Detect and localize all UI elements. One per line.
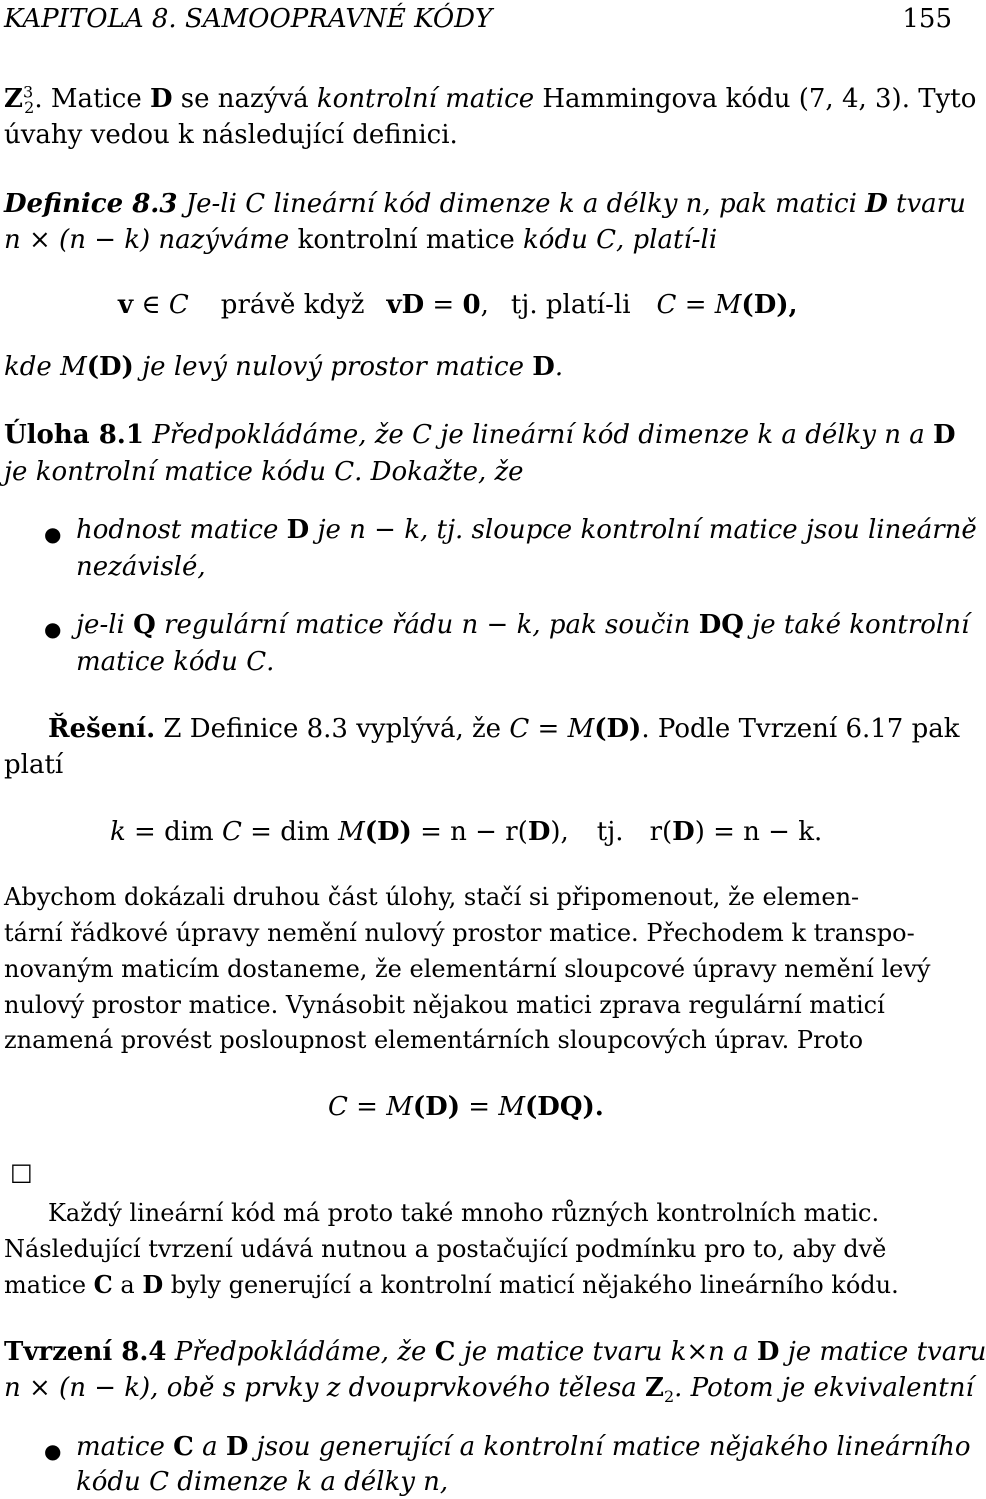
definition-8-3-line-4: kde M(D) je levý nulový prostor matice D. bbox=[4, 352, 564, 382]
solution-paragraph-line-4: nulový prostor matice. Vynásobit nějakou matici zprava regulární maticí bbox=[4, 991, 885, 1019]
chapter-title: KAPITOLA 8. SAMOOPRAVNÉ KÓDY bbox=[4, 4, 493, 34]
solution-paragraph-line-3: novaným maticím dostaneme, že elementární sloupcové úpravy nemění levý bbox=[4, 955, 931, 983]
running-header bbox=[4, 2, 952, 36]
proposition-8-4-line-2: n × (n − k), obě s prvky z dvouprvkového tělesa $Z_2$. Potom je ekvivalentní bbox=[4, 1373, 974, 1407]
solution-label: Řešení. bbox=[48, 714, 156, 744]
intro-line-1: $Z^3_2$. Matice D se nazývá kontrolní matice Hammingova kódu (7, 4, 3). Tyto bbox=[4, 82, 977, 118]
qed-icon: □ bbox=[10, 1158, 33, 1186]
definition-8-3-line-1: Definice 8.3 Je-li C lineární kód dimenze k a délky n, pak matici D tvaru bbox=[4, 189, 966, 219]
task-bullet-1-line-2: nezávislé, bbox=[76, 552, 206, 582]
task-8-1-line-1: Úloha 8.1 Předpokládáme, že C je lineární kód dimenze k a délky n a D bbox=[4, 420, 956, 450]
page-number: 155 bbox=[902, 4, 952, 34]
solution-paragraph-line-5: znamená provést posloupnost elementárních sloupcových úprav. Proto bbox=[4, 1026, 864, 1054]
after-paragraph-line-3: matice C a D byly generující a kontrolní maticí nějakého lineárního kódu. bbox=[4, 1270, 899, 1299]
solution-equation: k = dim C = dim M(D) = n − r(D), tj. r(D) = n − k. bbox=[110, 817, 823, 847]
task-bullet-2-line-1: je-li Q regulární matice řádu n − k, pak součin DQ je také kontrolní bbox=[76, 610, 970, 640]
task-label: Úloha 8.1 bbox=[4, 420, 144, 450]
definition-label: Definice 8.3 bbox=[4, 189, 178, 219]
proposition-label: Tvrzení 8.4 bbox=[4, 1337, 167, 1367]
definition-8-3-line-2: n × (n − k) nazýváme kontrolní matice kódu C, platí-li bbox=[4, 225, 718, 255]
solution-paragraph-line-2: tární řádkové úpravy nemění nulový prostor matice. Přechodem k transpo- bbox=[4, 919, 915, 947]
intro-line-2: úvahy vedou k následující definici. bbox=[4, 120, 458, 150]
solution-final-equation: C = M(D) = M(DQ). bbox=[328, 1092, 604, 1122]
definition-equation: v ∈ C právě když vD = 0, tj. platí-li C = M(D), bbox=[118, 290, 798, 320]
after-paragraph-line-2: Následující tvrzení udává nutnou a postačující podmínku pro to, aby dvě bbox=[4, 1235, 887, 1263]
field-symbol: Z bbox=[4, 84, 23, 114]
task-bullet-1-line-1: hodnost matice D je n − k, tj. sloupce kontrolní matice jsou lineárně bbox=[76, 515, 977, 545]
proposition-bullet-1-line-1: matice C a D jsou generující a kontrolní matice nějakého lineárního bbox=[76, 1432, 971, 1462]
task-8-1-line-2: je kontrolní matice kódu C. Dokažte, že bbox=[4, 457, 524, 487]
proposition-bullet-1-line-2: kódu C dimenze k a délky n, bbox=[76, 1467, 449, 1497]
proposition-8-4-line-1: Tvrzení 8.4 Předpokládáme, že C je matice tvaru k×n a D je matice tvaru bbox=[4, 1337, 986, 1367]
bullet-icon: ● bbox=[44, 617, 62, 641]
bullet-icon: ● bbox=[44, 522, 62, 546]
after-paragraph-line-1: Každý lineární kód má proto také mnoho různých kontrolních matic. bbox=[48, 1199, 880, 1227]
bullet-icon: ● bbox=[44, 1439, 62, 1463]
task-bullet-2-line-2: matice kódu C. bbox=[76, 647, 275, 677]
solution-line-1: Řešení. Z Definice 8.3 vyplývá, že C = M(D). Podle Tvrzení 6.17 pak bbox=[48, 714, 960, 744]
solution-line-2: platí bbox=[4, 750, 64, 780]
solution-paragraph-line-1: Abychom dokázali druhou část úlohy, stačí si připomenout, že elemen- bbox=[4, 883, 860, 911]
